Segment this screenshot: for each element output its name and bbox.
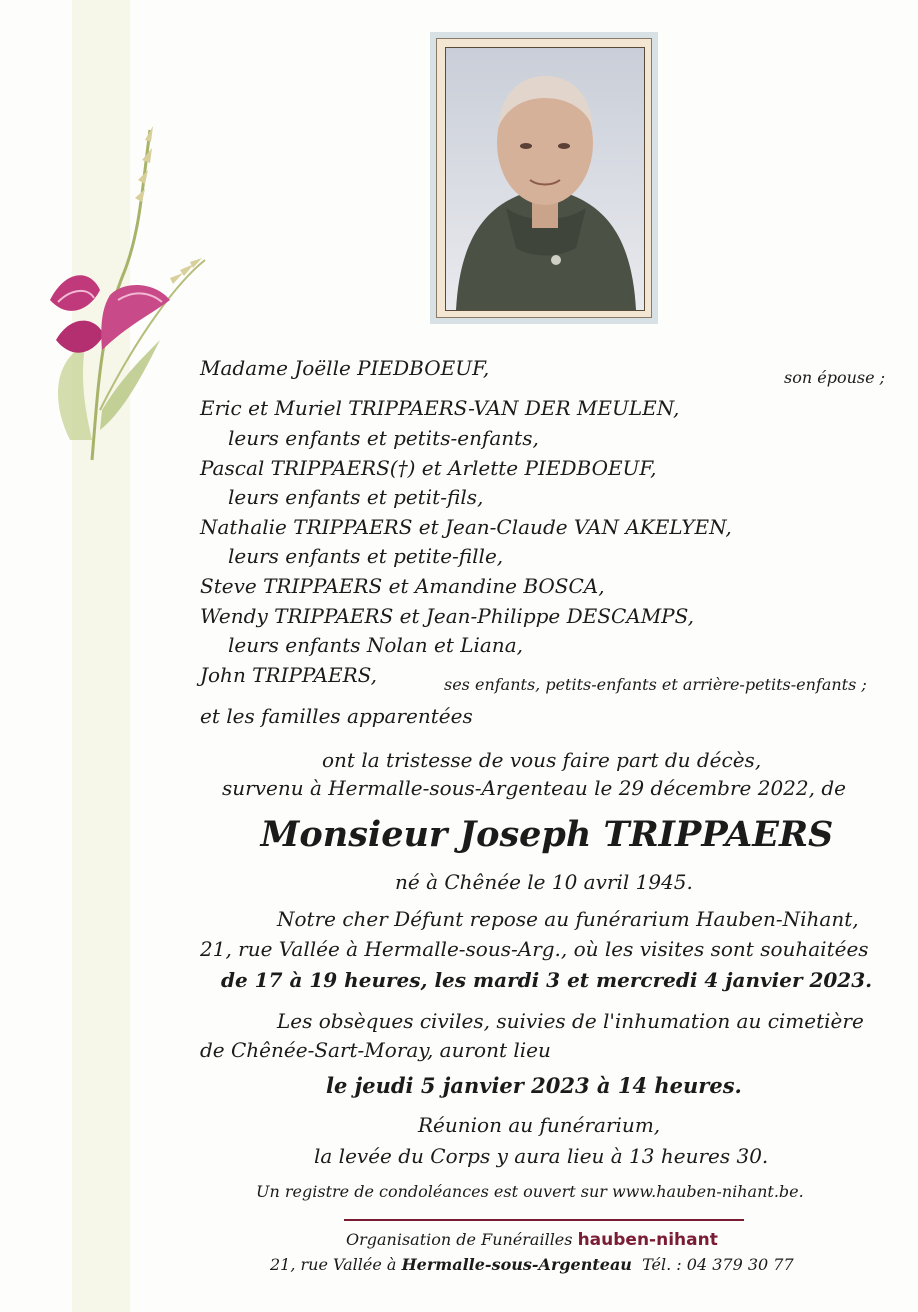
footer-address <box>270 1257 794 1273</box>
family-line: leurs enfants Nolan et Liana, <box>228 633 523 657</box>
address-street: 21, rue Vallée à <box>270 1255 397 1274</box>
family-line: Eric et Muriel TRIPPAERS-VAN DER MEULEN, <box>200 396 680 420</box>
family-line: leurs enfants et petit-fils, <box>228 485 484 509</box>
address-city: Hermalle-sous-Argenteau <box>401 1255 632 1274</box>
portrait-frame <box>430 32 658 324</box>
family-line: Nathalie TRIPPAERS et Jean-Claude VAN AKELYEN, <box>200 515 732 539</box>
family-line: John TRIPPAERS, <box>200 663 378 687</box>
calla-lily-illustration <box>30 110 220 470</box>
visitation-line: Notre cher Défunt repose au funérarium Hauben-Nihant, <box>277 907 859 931</box>
footer-divider <box>344 1219 744 1221</box>
announcement-line: ont la tristesse de vous faire part du décès, <box>322 748 762 772</box>
birth-line: né à Chênée le 10 avril 1945. <box>395 870 693 894</box>
meeting-line: Réunion au funérarium, <box>418 1113 661 1137</box>
family-line: leurs enfants et petite-fille, <box>228 544 504 568</box>
visitation-hours: de 17 à 19 heures, les mardi 3 et mercredi 4 janvier 2023. <box>221 968 873 992</box>
footer-organisation <box>346 1232 718 1249</box>
organisation-label: Organisation de Funérailles <box>346 1230 573 1249</box>
deceased-name: Monsieur Joseph TRIPPAERS <box>260 814 834 855</box>
family-line: Wendy TRIPPAERS et Jean-Philippe DESCAMPS, <box>200 604 694 628</box>
funeral-line: Les obsèques civiles, suivies de l'inhumation au cimetière <box>277 1009 864 1033</box>
visitation-line: 21, rue Vallée à Hermalle-sous-Arg., où les visites sont souhaitées <box>200 937 869 961</box>
condolence-register: Un registre de condoléances est ouvert sur www.hauben-nihant.be. <box>256 1182 804 1201</box>
portrait-photo <box>445 47 645 311</box>
family-line: leurs enfants et petits-enfants, <box>228 426 539 450</box>
family-line: Madame Joëlle PIEDBOEUF, <box>200 356 490 380</box>
family-line: Steve TRIPPAERS et Amandine BOSCA, <box>200 574 605 598</box>
funeral-date: le jeudi 5 janvier 2023 à 14 heures. <box>326 1073 742 1098</box>
family-relation: ses enfants, petits-enfants et arrière-petits-enfants ; <box>444 675 867 694</box>
family-relation: son épouse ; <box>784 368 886 387</box>
funeral-line: de Chênée-Sart-Moray, auront lieu <box>200 1038 551 1062</box>
brand-logo: hauben-nihant <box>577 1230 718 1250</box>
family-line: et les familles apparentées <box>200 704 473 728</box>
phone-number: Tél. : 04 379 30 77 <box>642 1255 794 1274</box>
announcement-line: survenu à Hermalle-sous-Argenteau le 29 décembre 2022, de <box>222 776 846 800</box>
meeting-line: la levée du Corps y aura lieu à 13 heures 30. <box>314 1144 769 1168</box>
family-line: Pascal TRIPPAERS(†) et Arlette PIEDBOEUF, <box>200 456 657 480</box>
